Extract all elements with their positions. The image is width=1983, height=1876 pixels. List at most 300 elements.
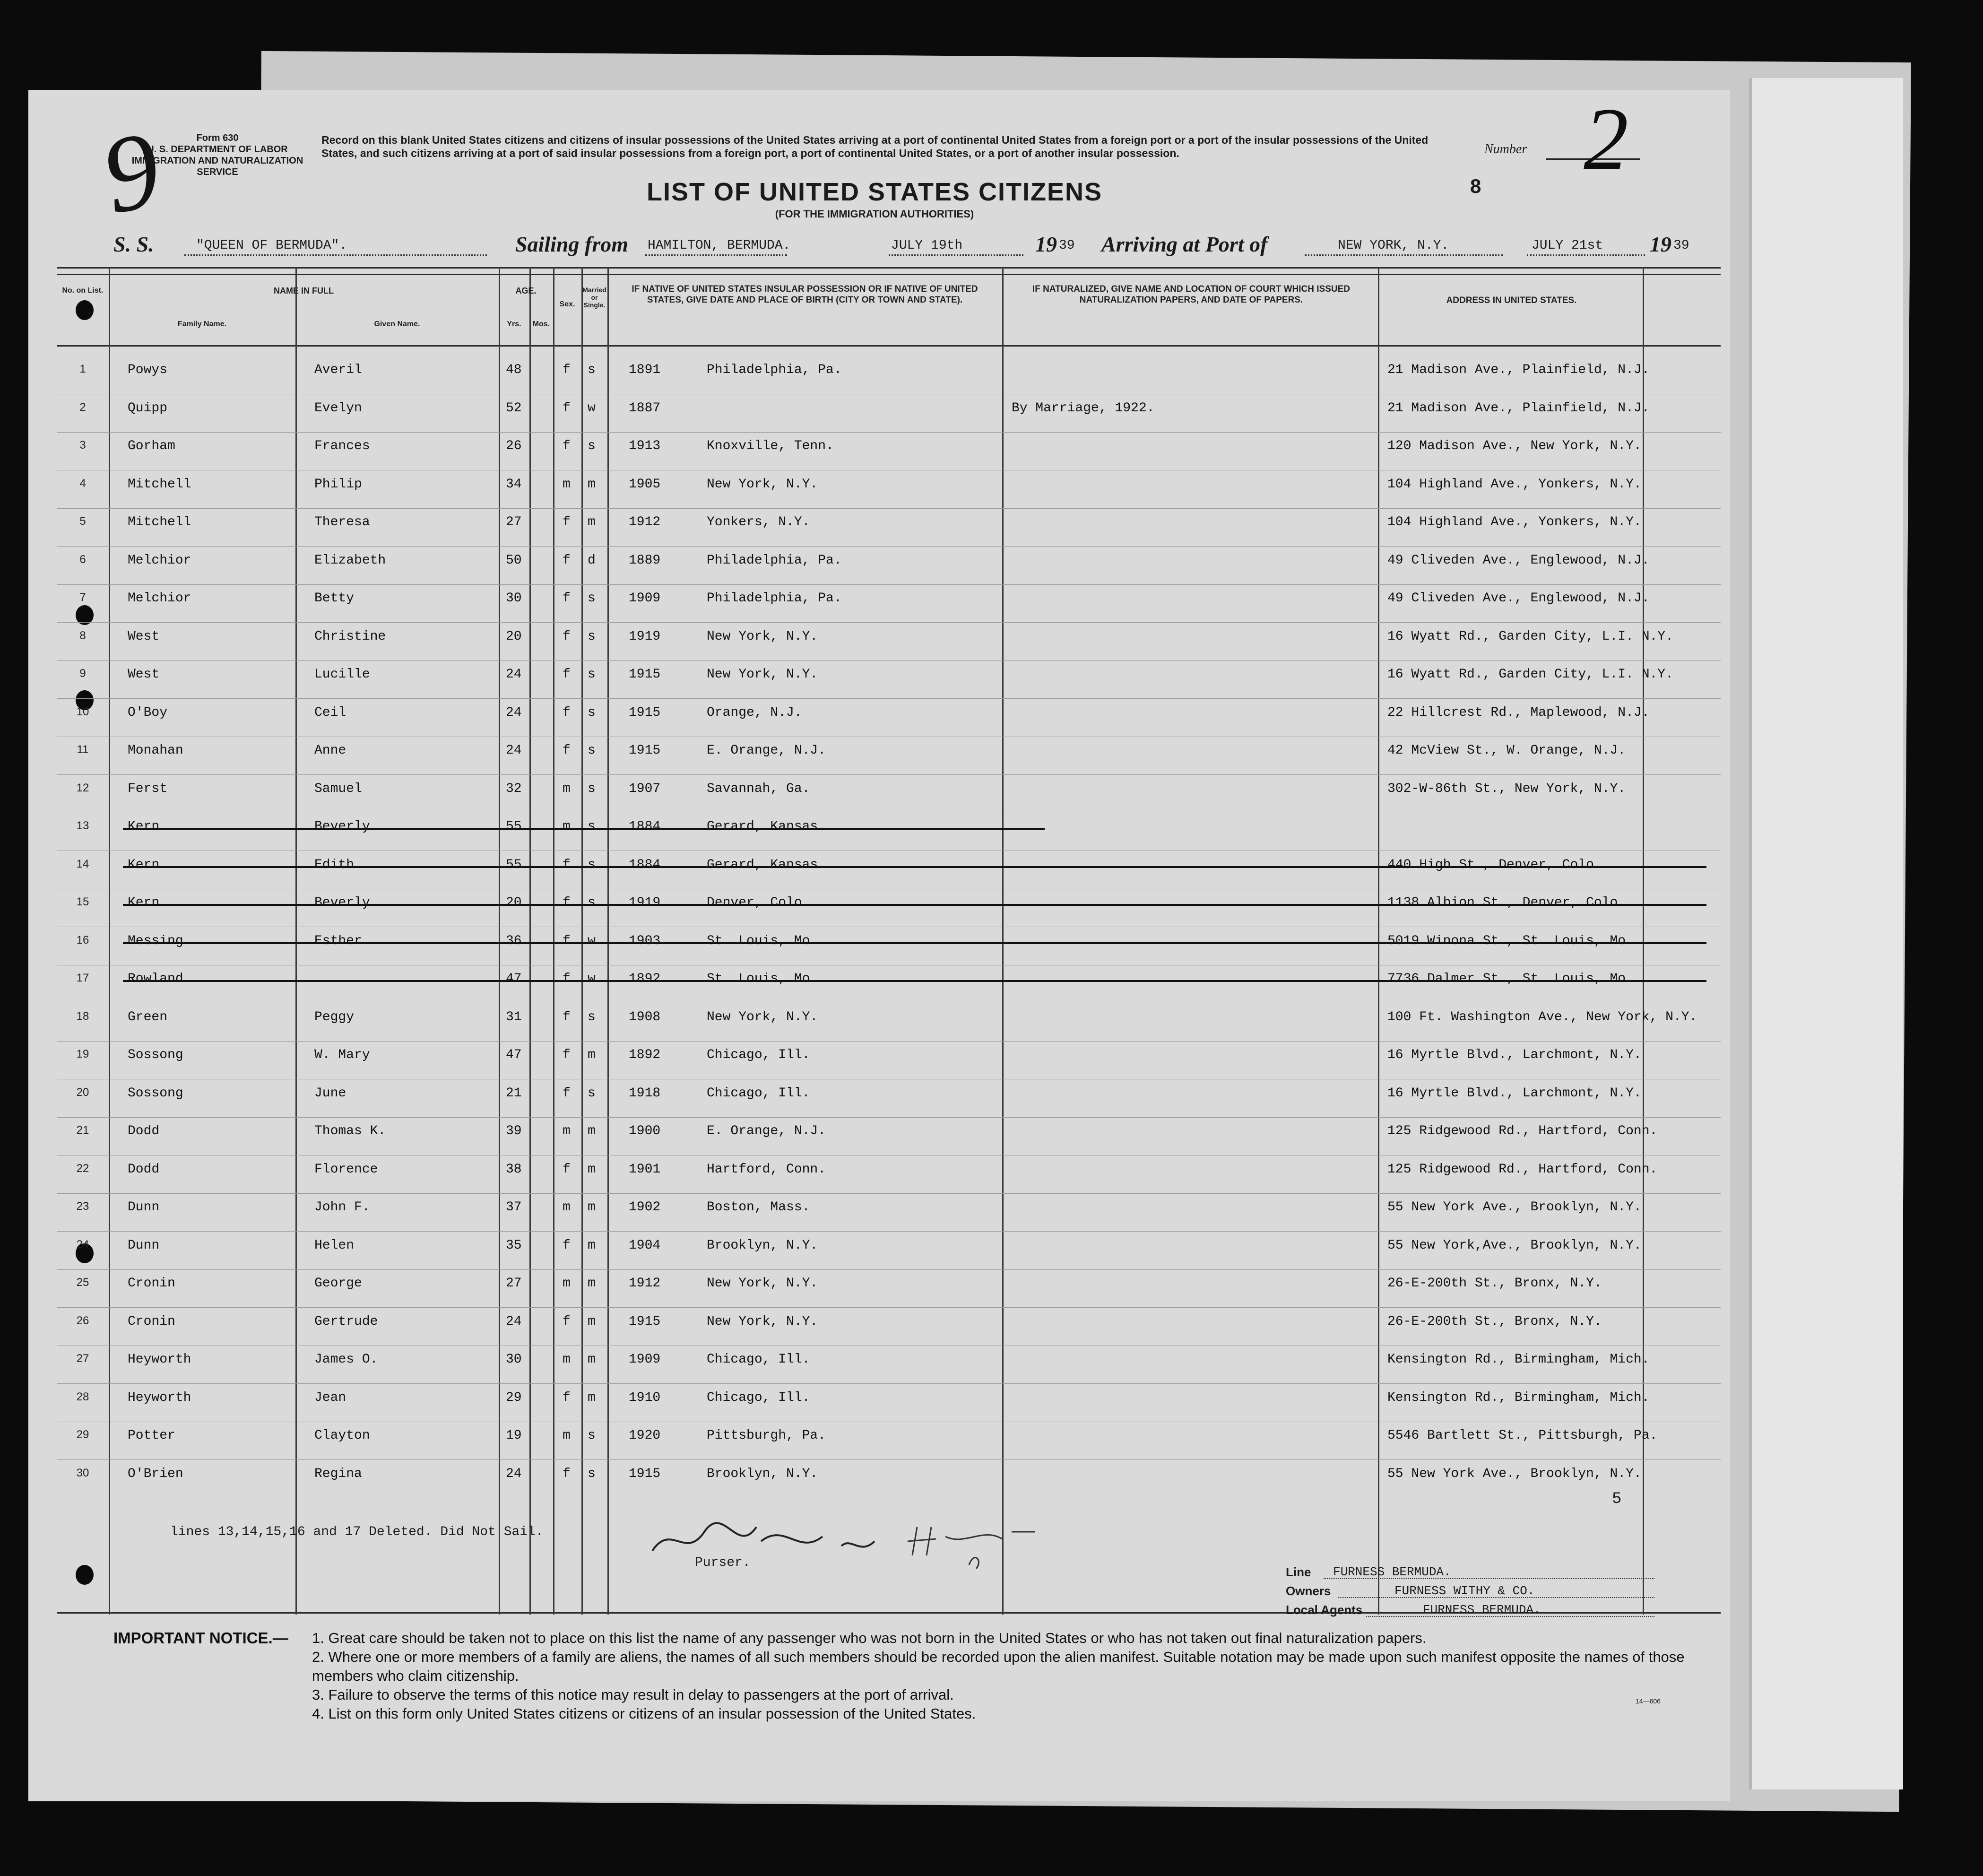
- row-number: 21: [76, 1124, 89, 1137]
- strikethrough-line: [123, 866, 1706, 868]
- cell-sex: f: [563, 515, 571, 530]
- cell-family: Potter: [128, 1428, 175, 1443]
- dotted-rule: [184, 254, 487, 256]
- cell-sex: m: [563, 1352, 571, 1367]
- cell-age: 47: [506, 972, 522, 986]
- cell-sex: f: [563, 1162, 571, 1177]
- cell-family: West: [128, 667, 160, 682]
- dotted-rule: [645, 254, 787, 256]
- row-rule: [57, 1193, 1721, 1194]
- cell-family: Kern: [128, 819, 160, 834]
- form-instructions: Record on this blank United States citizens and citizens of insular possessions of the United States arriving at a port of continental United States from a foreign port or a port of the insular possessions of the United States, and such citizens arriving at a port of said insular possessions from a foreign port, a port of continental United States, or a port of another insular possession.: [321, 134, 1429, 159]
- cell-age: 26: [506, 439, 522, 453]
- cell-place: E. Orange, N.J.: [707, 743, 826, 758]
- row-number: 9: [79, 667, 86, 680]
- cell-sex: m: [563, 477, 571, 492]
- row-number: 29: [76, 1428, 89, 1441]
- row-rule: [57, 1231, 1721, 1232]
- cell-given: Philip: [314, 477, 362, 492]
- cell-year: 1889: [629, 553, 661, 568]
- dotted-rule: [1366, 1616, 1654, 1617]
- cell-year: 1908: [629, 1009, 661, 1025]
- cell-sex: f: [563, 439, 571, 453]
- cell-age: 55: [506, 819, 522, 834]
- line-label: Line: [1286, 1565, 1311, 1579]
- cell-family: Dunn: [128, 1200, 160, 1215]
- cell-marital: m: [588, 1048, 596, 1062]
- cell-family: Mitchell: [128, 477, 191, 492]
- cell-age: 21: [506, 1086, 522, 1101]
- cell-given: Elizabeth: [314, 553, 386, 568]
- cell-address: 16 Wyatt Rd., Garden City, L.I. N.Y.: [1387, 667, 1673, 682]
- header-address: ADDRESS IN UNITED STATES.: [1446, 295, 1577, 305]
- cell-marital: s: [588, 781, 596, 796]
- column-divider: [499, 267, 500, 1615]
- strikethrough-line: [123, 980, 1706, 982]
- cell-given: Christine: [314, 629, 386, 644]
- header-name-in-full: NAME IN FULL: [274, 286, 334, 295]
- handwritten-page-number: 9: [92, 107, 171, 237]
- form-code: 14—606: [1636, 1697, 1661, 1705]
- row-rule: [57, 1117, 1721, 1118]
- cell-marital: m: [588, 1238, 596, 1253]
- cell-address: 55 New York Ave., Brooklyn, N.Y.: [1387, 1200, 1642, 1215]
- page-count-mark: 5: [1612, 1490, 1622, 1508]
- row-number: 12: [76, 781, 89, 794]
- cell-place: Philadelphia, Pa.: [707, 363, 842, 377]
- cell-family: Gorham: [128, 439, 175, 453]
- cell-year: 1891: [629, 363, 661, 377]
- row-rule: [57, 660, 1721, 661]
- cell-year: 1919: [629, 895, 661, 910]
- cell-sex: f: [563, 553, 571, 568]
- row-number: 22: [76, 1162, 89, 1175]
- row-number: 16: [76, 933, 89, 947]
- cell-given: Peggy: [314, 1009, 355, 1025]
- cell-sex: f: [563, 1314, 571, 1329]
- cell-place: Chicago, Ill.: [707, 1390, 810, 1405]
- cell-given: Jean: [314, 1390, 346, 1405]
- column-divider: [1643, 267, 1644, 1615]
- number-label: Number: [1484, 142, 1527, 156]
- cell-sex: m: [563, 1428, 571, 1443]
- row-number: 30: [76, 1466, 89, 1479]
- cell-year: 1901: [629, 1162, 661, 1177]
- cell-family: O'Boy: [128, 705, 168, 720]
- service-name: IMMIGRATION AND NATURALIZATION SERVICE: [131, 156, 303, 177]
- cell-given: Clayton: [314, 1428, 370, 1443]
- cell-sex: f: [563, 629, 571, 644]
- cell-address: 16 Myrtle Blvd., Larchmont, N.Y.: [1387, 1086, 1642, 1101]
- strikethrough-line: [123, 904, 1706, 906]
- row-rule: [57, 1383, 1721, 1384]
- cell-age: 35: [506, 1238, 522, 1253]
- cell-marital: m: [588, 1276, 596, 1291]
- cell-year: 1915: [629, 743, 661, 758]
- cell-sex: f: [563, 933, 571, 948]
- ss-label: S. S.: [113, 232, 154, 256]
- cell-address: 16 Wyatt Rd., Garden City, L.I. N.Y.: [1387, 629, 1673, 644]
- cell-age: 36: [506, 933, 522, 948]
- cell-place: Boston, Mass.: [707, 1200, 810, 1215]
- column-divider: [581, 267, 583, 1615]
- cell-sex: f: [563, 363, 571, 377]
- cell-address: 100 Ft. Washington Ave., New York, N.Y.: [1387, 1009, 1697, 1025]
- agents-value: FURNESS BERMUDA.: [1423, 1603, 1541, 1617]
- cell-sex: m: [563, 1124, 571, 1138]
- cell-family: Mitchell: [128, 515, 191, 530]
- row-number: 4: [79, 477, 86, 490]
- strikethrough-line: [123, 828, 1045, 830]
- cell-address: 5546 Bartlett St., Pittsburgh, Pa.: [1387, 1428, 1658, 1443]
- cell-age: 31: [506, 1009, 522, 1025]
- cell-family: Monahan: [128, 743, 183, 758]
- cell-age: 20: [506, 629, 522, 644]
- cell-naturalized: By Marriage, 1922.: [1012, 400, 1155, 416]
- cell-year: 1912: [629, 1276, 661, 1291]
- header-marital: Married or Single.: [582, 286, 606, 309]
- cell-family: Melchior: [128, 553, 191, 568]
- line-value: FURNESS BERMUDA.: [1333, 1565, 1451, 1579]
- cell-marital: m: [588, 1124, 596, 1138]
- cell-age: 20: [506, 895, 522, 910]
- cell-age: 24: [506, 743, 522, 758]
- row-number: 15: [76, 895, 89, 908]
- cell-given: Thomas K.: [314, 1124, 386, 1138]
- cell-sex: f: [563, 705, 571, 720]
- row-number: 1: [79, 363, 86, 375]
- port-from: HAMILTON, BERMUDA.: [648, 238, 791, 253]
- cell-place: Brooklyn, N.Y.: [707, 1466, 818, 1481]
- cell-place: New York, N.Y.: [707, 477, 818, 492]
- table-rule: [57, 345, 1721, 347]
- cell-sex: f: [563, 857, 571, 872]
- form-number: Form 630: [196, 133, 239, 143]
- row-number: 8: [79, 629, 86, 642]
- row-number: 6: [79, 553, 86, 566]
- row-number: 27: [76, 1352, 89, 1365]
- notice-item-1: 1. Great care should be taken not to place on this list the name of any passenger who was not born in the United States or who has not taken out final naturalization papers.: [312, 1630, 1427, 1646]
- cell-family: O'Brien: [128, 1466, 183, 1481]
- page-subtitle: (FOR THE IMMIGRATION AUTHORITIES): [775, 208, 974, 220]
- cell-year: 1907: [629, 781, 661, 796]
- row-number: 25: [76, 1276, 89, 1289]
- header-years: Yrs.: [507, 320, 521, 328]
- cell-given: James O.: [314, 1352, 378, 1367]
- cell-address: 55 New York,Ave., Brooklyn, N.Y.: [1387, 1238, 1642, 1253]
- cell-marital: w: [588, 972, 596, 986]
- cell-family: Rowland: [128, 972, 183, 986]
- column-divider: [1378, 267, 1379, 1615]
- cell-family: Heyworth: [128, 1390, 191, 1405]
- cell-marital: s: [588, 857, 596, 872]
- cell-marital: s: [588, 1009, 596, 1025]
- row-number: 14: [76, 857, 89, 870]
- cell-place: Orange, N.J.: [707, 705, 802, 720]
- column-divider: [553, 267, 554, 1615]
- cell-given: John F.: [314, 1200, 370, 1215]
- cell-address: 440 High St., Denver, Colo.: [1387, 857, 1602, 872]
- cell-family: Messing: [128, 933, 183, 948]
- cell-family: Dodd: [128, 1162, 160, 1177]
- deletion-note: lines 13,14,15,16 and 17 Deleted. Did Not Sail.: [170, 1525, 544, 1539]
- background-sheet-edge: [1749, 78, 1903, 1789]
- arriving-label: Arriving at Port of: [1101, 232, 1268, 256]
- cell-place: New York, N.Y.: [707, 667, 818, 682]
- row-rule: [57, 1459, 1721, 1460]
- cell-year: 1904: [629, 1238, 661, 1253]
- row-rule: [57, 584, 1721, 585]
- cell-place: Philadelphia, Pa.: [707, 591, 842, 606]
- sail-date: JULY 19th: [891, 238, 963, 253]
- cell-address: 21 Madison Ave., Plainfield, N.J.: [1387, 400, 1650, 416]
- cell-address: 49 Cliveden Ave., Englewood, N.J.: [1387, 591, 1650, 606]
- dotted-rule: [1338, 1597, 1654, 1598]
- list-number: 2: [1584, 90, 1628, 189]
- cell-family: Powys: [128, 363, 168, 377]
- cell-marital: s: [588, 591, 596, 606]
- row-rule: [57, 698, 1721, 699]
- cell-age: 24: [506, 1314, 522, 1329]
- cell-marital: s: [588, 705, 596, 720]
- cell-place: Chicago, Ill.: [707, 1352, 810, 1367]
- notice-item-3: 3. Failure to observe the terms of this notice may result in delay to passengers at the port of arrival.: [312, 1686, 954, 1703]
- cell-marital: s: [588, 1428, 596, 1443]
- row-rule: [57, 508, 1721, 509]
- cell-sex: f: [563, 1086, 571, 1101]
- cell-given: Anne: [314, 743, 346, 758]
- column-divider: [1002, 267, 1004, 1615]
- row-number: 28: [76, 1390, 89, 1403]
- cell-age: 24: [506, 705, 522, 720]
- cell-year: 1912: [629, 515, 661, 530]
- cell-address: 1138 Albion St., Denver, Colo.: [1387, 895, 1626, 910]
- cell-family: Cronin: [128, 1314, 175, 1329]
- cell-marital: s: [588, 1466, 596, 1481]
- cell-year: 1920: [629, 1428, 661, 1443]
- owners-field: [1286, 1584, 1535, 1598]
- cell-address: 7736 Dalmer St., St. Louis, Mo.: [1387, 972, 1634, 986]
- cell-address: 21 Madison Ave., Plainfield, N.J.: [1387, 363, 1650, 377]
- cell-place: Gerard, Kansas.: [707, 819, 826, 834]
- cell-year: 1915: [629, 1314, 661, 1329]
- cell-place: Chicago, Ill.: [707, 1048, 810, 1062]
- cell-given: Florence: [314, 1162, 378, 1177]
- cell-family: Green: [128, 1009, 168, 1025]
- agency-name: U. S. DEPARTMENT OF LABOR: [147, 144, 288, 155]
- cell-year: 1902: [629, 1200, 661, 1215]
- cell-place: Pittsburgh, Pa.: [707, 1428, 826, 1443]
- cell-place: Yonkers, N.Y.: [707, 515, 810, 530]
- cell-year: 1918: [629, 1086, 661, 1101]
- cell-family: Dodd: [128, 1124, 160, 1138]
- row-rule: [57, 1307, 1721, 1308]
- cell-place: New York, N.Y.: [707, 1314, 818, 1329]
- arrive-date: JULY 21st: [1532, 238, 1603, 253]
- header-no: No. on List.: [62, 287, 104, 295]
- cell-given: Beverly: [314, 895, 370, 910]
- table-rule: [57, 267, 1721, 269]
- row-number: 3: [79, 439, 86, 452]
- dotted-rule: [1324, 1578, 1654, 1579]
- row-rule: [57, 432, 1721, 433]
- column-divider: [109, 267, 110, 1615]
- cell-address: 26-E-200th St., Bronx, N.Y.: [1387, 1276, 1602, 1291]
- cell-family: Quipp: [128, 400, 168, 416]
- dotted-rule: [1305, 254, 1503, 256]
- header-naturalized: IF NATURALIZED, GIVE NAME AND LOCATION OF COURT WHICH ISSUED NATURALIZATION PAPERS, AND DATE OF PAPERS.: [1032, 284, 1350, 305]
- cell-sex: f: [563, 1048, 571, 1062]
- cell-address: 104 Highland Ave., Yonkers, N.Y.: [1387, 477, 1642, 492]
- dotted-rule: [889, 254, 1023, 256]
- cell-family: Kern: [128, 895, 160, 910]
- cell-age: 48: [506, 363, 522, 377]
- cell-place: St. Louis, Mo.: [707, 933, 818, 948]
- notice-item-2: 2. Where one or more members of a family are aliens, the names of all such members should be recorded upon the alien manifest. Suitable notation may be made upon such manifest opposite the names of those members who claim citizenship.: [312, 1649, 1685, 1684]
- cell-age: 27: [506, 1276, 522, 1291]
- cell-family: Dunn: [128, 1238, 160, 1253]
- cell-given: Evelyn: [314, 400, 362, 416]
- cell-address: 55 New York Ave., Brooklyn, N.Y.: [1387, 1466, 1642, 1481]
- cell-marital: s: [588, 439, 596, 453]
- agents-field: [1286, 1603, 1541, 1617]
- cell-age: 27: [506, 515, 522, 530]
- cell-family: West: [128, 629, 160, 644]
- sailing-label: Sailing from: [515, 232, 629, 256]
- row-number: 23: [76, 1200, 89, 1213]
- cell-given: Betty: [314, 591, 355, 606]
- cell-address: 125 Ridgewood Rd., Hartford, Conn.: [1387, 1162, 1658, 1177]
- cell-marital: s: [588, 819, 596, 834]
- cell-family: Melchior: [128, 591, 191, 606]
- cell-place: Gerard, Kansas.: [707, 857, 826, 872]
- cell-age: 19: [506, 1428, 522, 1443]
- cell-marital: m: [588, 1200, 596, 1215]
- cell-sex: m: [563, 1200, 571, 1215]
- cell-given: Helen: [314, 1238, 355, 1253]
- row-rule: [57, 622, 1721, 623]
- notice-heading: IMPORTANT NOTICE.—: [113, 1629, 288, 1647]
- cell-given: Theresa: [314, 515, 370, 530]
- header-given-name: Given Name.: [374, 320, 420, 328]
- strikethrough-line: [123, 942, 1706, 944]
- column-divider: [295, 267, 297, 1615]
- cell-address: Kensington Rd., Birmingham, Mich.: [1387, 1352, 1650, 1367]
- port-to: NEW YORK, N.Y.: [1338, 238, 1449, 253]
- passenger-table: [57, 267, 1721, 1615]
- cell-place: Chicago, Ill.: [707, 1086, 810, 1101]
- cell-given: Lucille: [314, 667, 370, 682]
- cell-marital: s: [588, 1086, 596, 1101]
- cell-marital: d: [588, 553, 596, 568]
- cell-year: 1884: [629, 857, 661, 872]
- cell-given: Edith: [314, 857, 355, 872]
- cell-age: 37: [506, 1200, 522, 1215]
- cell-year: 1910: [629, 1390, 661, 1405]
- cell-sex: f: [563, 1390, 571, 1405]
- cell-given: Frances: [314, 439, 370, 453]
- row-number: 24: [76, 1238, 89, 1251]
- voyage-line: [113, 232, 1721, 260]
- cell-year: 1905: [629, 477, 661, 492]
- cell-family: Sossong: [128, 1086, 183, 1101]
- page-title: LIST OF UNITED STATES CITIZENS: [647, 178, 1102, 206]
- cell-year: 1915: [629, 705, 661, 720]
- cell-age: 24: [506, 667, 522, 682]
- cell-year: 1903: [629, 933, 661, 948]
- cell-sex: m: [563, 1276, 571, 1291]
- cell-place: Denver, Colo.: [707, 895, 810, 910]
- cell-marital: m: [588, 515, 596, 530]
- row-number: 2: [79, 400, 86, 414]
- agents-label: Local Agents: [1286, 1603, 1363, 1617]
- cell-place: St. Louis, Mo.: [707, 972, 818, 986]
- dotted-rule: [1527, 254, 1645, 256]
- header-family-name: Family Name.: [177, 320, 227, 328]
- row-number: 18: [76, 1009, 89, 1023]
- cell-address: 125 Ridgewood Rd., Hartford, Conn.: [1387, 1124, 1658, 1138]
- cell-marital: m: [588, 477, 596, 492]
- cell-family: Sossong: [128, 1048, 183, 1062]
- form-header: [118, 132, 317, 178]
- cell-address: 42 McView St., W. Orange, N.J.: [1387, 743, 1626, 758]
- cell-place: Philadelphia, Pa.: [707, 553, 842, 568]
- cell-marital: s: [588, 667, 596, 682]
- cell-sex: m: [563, 819, 571, 834]
- cell-family: Kern: [128, 857, 160, 872]
- cell-sex: f: [563, 1466, 571, 1481]
- row-rule: [57, 1269, 1721, 1270]
- cell-age: 30: [506, 1352, 522, 1367]
- row-number: 7: [79, 591, 86, 604]
- manifest-page: [28, 90, 1730, 1801]
- handwritten-mark: 8: [1470, 175, 1481, 197]
- cell-sex: f: [563, 895, 571, 910]
- cell-marital: m: [588, 1390, 596, 1405]
- cell-address: 5019 Winona St., St. Louis, Mo.: [1387, 933, 1634, 948]
- cell-address: 302-W-86th St., New York, N.Y.: [1387, 781, 1626, 796]
- cell-age: 32: [506, 781, 522, 796]
- cell-sex: f: [563, 591, 571, 606]
- cell-sex: f: [563, 743, 571, 758]
- cell-age: 52: [506, 400, 522, 416]
- cell-given: Samuel: [314, 781, 362, 796]
- cell-age: 39: [506, 1124, 522, 1138]
- cell-address: 22 Hillcrest Rd., Maplewood, N.J.: [1387, 705, 1650, 720]
- header-birth: IF NATIVE OF UNITED STATES INSULAR POSSESSION OR IF NATIVE OF UNITED STATES, GIVE DATE AND PLACE OF BIRTH (CITY OR TOWN AND STATE).: [632, 284, 978, 305]
- cell-marital: w: [588, 400, 596, 416]
- cell-age: 55: [506, 857, 522, 872]
- cell-marital: s: [588, 363, 596, 377]
- row-number: 10: [76, 705, 89, 718]
- row-number: 13: [76, 819, 89, 832]
- header-months: Mos.: [532, 320, 550, 328]
- cell-family: Cronin: [128, 1276, 175, 1291]
- cell-given: Esther: [314, 933, 362, 948]
- ship-name: "QUEEN OF BERMUDA".: [196, 238, 347, 253]
- cell-age: 29: [506, 1390, 522, 1405]
- cell-given: Beverly: [314, 819, 370, 834]
- cell-sex: f: [563, 400, 571, 416]
- cell-place: Hartford, Conn.: [707, 1162, 826, 1177]
- cell-sex: f: [563, 1238, 571, 1253]
- cell-given: W. Mary: [314, 1048, 370, 1062]
- row-number: 5: [79, 515, 86, 528]
- cell-age: 34: [506, 477, 522, 492]
- row-rule: [57, 546, 1721, 547]
- cell-year: 1892: [629, 1048, 661, 1062]
- cell-marital: s: [588, 629, 596, 644]
